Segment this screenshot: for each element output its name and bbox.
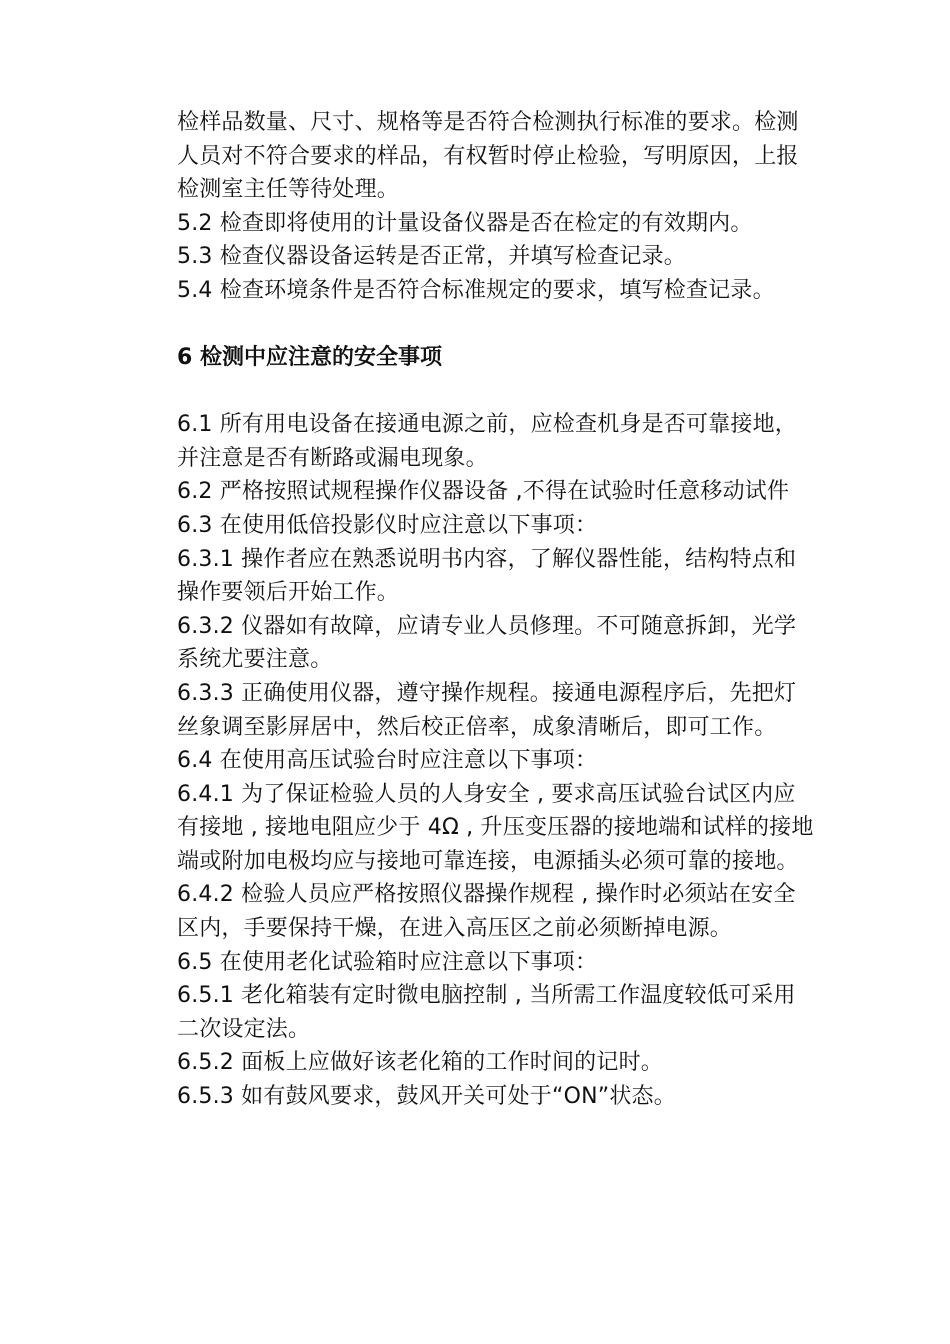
paragraph-5-2: 5.2 检查即将使用的计量设备仪器是否在检定的有效期内。	[177, 210, 753, 236]
spacer	[177, 308, 817, 341]
paragraph-6-4-2: 6.4.2 检验人员应严格按照仪器操作规程 , 操作时必须站在安全区内，手要保持干燥，在进入高压区之前必须断掉电源。	[177, 882, 796, 942]
document-page	[177, 106, 817, 1114]
paragraph-6-3-2: 6.3.2 仪器如有故障，应请专业人员修理。不可随意拆卸，光学系统尤要注意。	[177, 613, 797, 673]
paragraph-6-2: 6.2 严格按照试规程操作仪器设备 ,不得在试验时任意移动试件	[177, 479, 790, 505]
paragraph-6-5: 6.5 在使用老化试验箱时应注意以下事项：	[177, 949, 598, 975]
paragraph-6-3-1: 6.3.1 操作者应在熟悉说明书内容，了解仪器性能，结构特点和操作要领后开始工作。	[177, 546, 797, 606]
section-6-heading: 6 检测中应注意的安全事项	[177, 344, 442, 370]
paragraph-6-3: 6.3 在使用低倍投影仪时应注意以下事项：	[177, 512, 598, 538]
paragraph-6-5-3: 6.5.3 如有鼓风要求，鼓风开关可处于“ON”状态。	[177, 1084, 676, 1110]
paragraph-5-1-continuation: 检样品数量、尺寸、规格等是否符合检测执行标准的要求。检测人员对不符合要求的样品，有权暂时停止检验，写明原因，上报检测室主任等待处理。	[177, 110, 799, 203]
paragraph-5-3: 5.3 检查仪器设备运转是否正常，并填写检查记录。	[177, 244, 686, 270]
paragraph-6-1: 6.1 所有用电设备在接通电源之前，应检查机身是否可靠接地，并注意是否有断路或漏电现象。	[177, 412, 797, 471]
paragraph-6-5-1: 6.5.1 老化箱装有定时微电脑控制 , 当所需工作温度较低可采用二次设定法。	[177, 983, 796, 1042]
paragraph-6-5-2: 6.5.2 面板上应做好该老化箱的工作时间的记时。	[177, 1050, 663, 1076]
paragraph-6-4-1: 6.4.1 为了保证检验人员的人身安全 , 要求高压试验台试区内应有接地 , 接地电阻应少于 4Ω , 升压变压器的接地端和试样的接地端或附加电极均应与接地可靠连接，电源插头必须可靠的接地。	[177, 781, 814, 874]
paragraph-6-3-3: 6.3.3 正确使用仪器，遵守操作规程。接通电源程序后，先把灯丝象调至影屏居中，然后校正倍率，成象清晰后，即可工作。	[177, 680, 797, 740]
spacer	[177, 374, 817, 408]
paragraph-5-4: 5.4 检查环境条件是否符合标准规定的要求，填写检查记录。	[177, 277, 775, 303]
paragraph-6-4: 6.4 在使用高压试验台时应注意以下事项：	[177, 748, 598, 774]
